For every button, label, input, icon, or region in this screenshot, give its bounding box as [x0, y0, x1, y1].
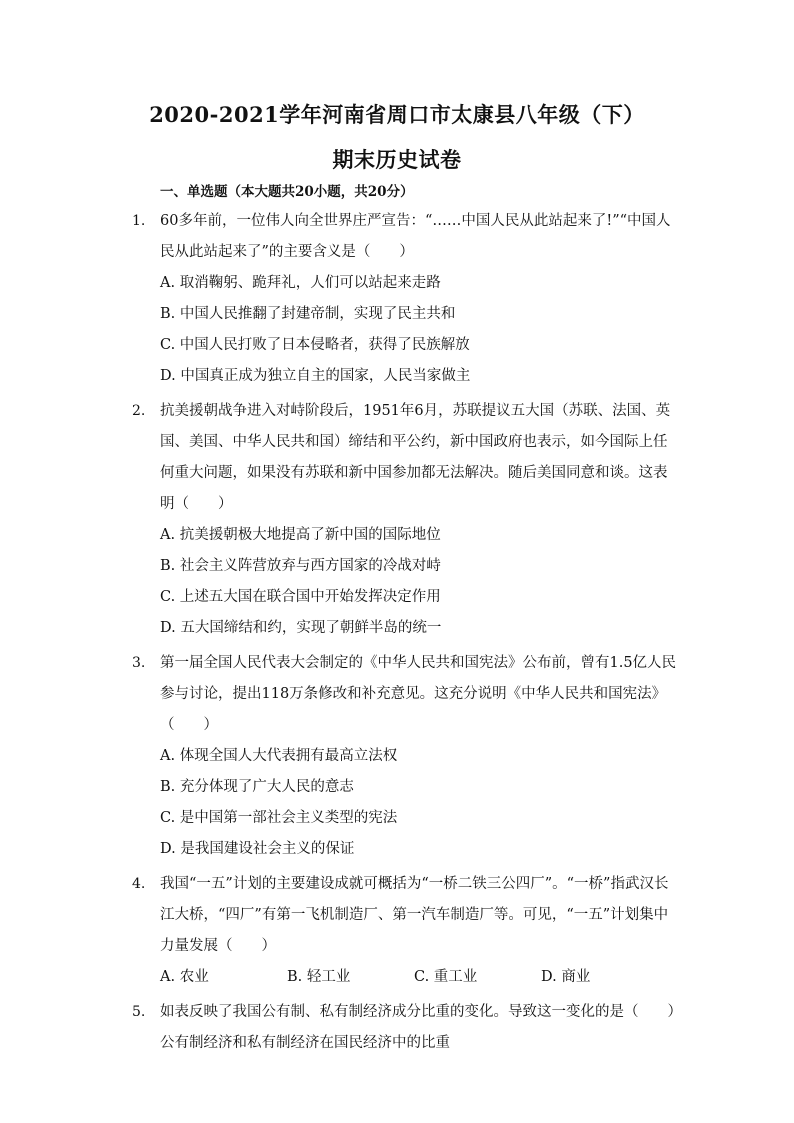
question-number: 4.: [132, 876, 146, 892]
question-number: 5.: [132, 1004, 146, 1020]
option-row: [160, 962, 680, 993]
option-c[interactable]: C. 重工业: [414, 969, 478, 985]
exam-title-line1: 2020-2021学年河南省周口市太康县八年级（下）: [149, 102, 645, 127]
question-stem: 抗美援朝战争进入对峙阶段后，1951年6月，苏联提议五大国（苏联、法国、英国、美国、中华人民共和国）缔结和平公约，新中国政府也表示，如今国际上任何重大问题，如果没有苏联和新中国参加都无法解决。随后美国同意和谈。这表明（ ）: [160, 403, 671, 512]
question-number: 1.: [132, 213, 146, 229]
question-stem: 我国“一五”计划的主要建设成就可概括为“一桥二铁三公四厂”。“一桥”指武汉长江大桥，“四厂”有第一飞机制造厂、第一汽车制造厂等。可见，“一五”计划集中力量发展（ ）: [160, 876, 669, 954]
question-stem: 60多年前，一位伟人向全世界庄严宣告：“……中国人民从此站起来了!”“中国人民从此站起来了”的主要含义是（ ）: [160, 213, 671, 260]
question-stem: 第一届全国人民代表大会制定的《中华人民共和国宪法》公布前，曾有1.5亿人民参与讨论，提出118万条修改和补充意见。这充分说明《中华人民共和国宪法》（ ）: [160, 655, 677, 733]
question-list: [132, 206, 680, 1059]
option-a[interactable]: A. 农业: [160, 969, 209, 985]
option-c[interactable]: C. 中国人民打败了日本侵略者，获得了民族解放: [160, 337, 470, 353]
question-stem: 如表反映了我国公有制、私有制经济成分比重的变化。导致这一变化的是（ ）: [160, 1004, 682, 1020]
question-1: [132, 206, 680, 392]
question-3: [132, 648, 680, 865]
option-d[interactable]: D. 商业: [541, 969, 591, 985]
option-d[interactable]: D. 五大国缔结和约，实现了朝鲜半岛的统一: [160, 620, 442, 636]
option-b[interactable]: B. 充分体现了广大人民的意志: [160, 779, 354, 795]
option-b[interactable]: B. 中国人民推翻了封建帝制，实现了民主共和: [160, 306, 456, 322]
option-a[interactable]: A. 抗美援朝极大地提高了新中国的国际地位: [160, 527, 441, 543]
option-b[interactable]: B. 社会主义阵营放弃与西方国家的冷战对峙: [160, 558, 441, 574]
question-4: [132, 869, 680, 993]
question-5: [132, 997, 680, 1059]
exam-title-line2: 期末历史试卷: [332, 147, 462, 172]
question-2: [132, 396, 680, 644]
option-c[interactable]: C. 是中国第一部社会主义类型的宪法: [160, 810, 398, 826]
question-number: 2.: [132, 403, 146, 419]
option-d[interactable]: D. 是我国建设社会主义的保证: [160, 841, 355, 857]
question-number: 3.: [132, 655, 146, 671]
option-d[interactable]: D. 中国真正成为独立自主的国家，人民当家做主: [160, 368, 471, 384]
table-caption: 公有制经济和私有制经济在国民经济中的比重: [160, 1035, 450, 1051]
option-b[interactable]: B. 轻工业: [287, 969, 351, 985]
option-a[interactable]: A. 体现全国人大代表拥有最高立法权: [160, 748, 398, 764]
section-heading: 一、单选题（本大题共20小题，共20分）: [160, 184, 414, 200]
option-c[interactable]: C. 上述五大国在联合国中开始发挥决定作用: [160, 589, 441, 605]
option-a[interactable]: A. 取消鞠躬、跪拜礼，人们可以站起来走路: [160, 275, 441, 291]
